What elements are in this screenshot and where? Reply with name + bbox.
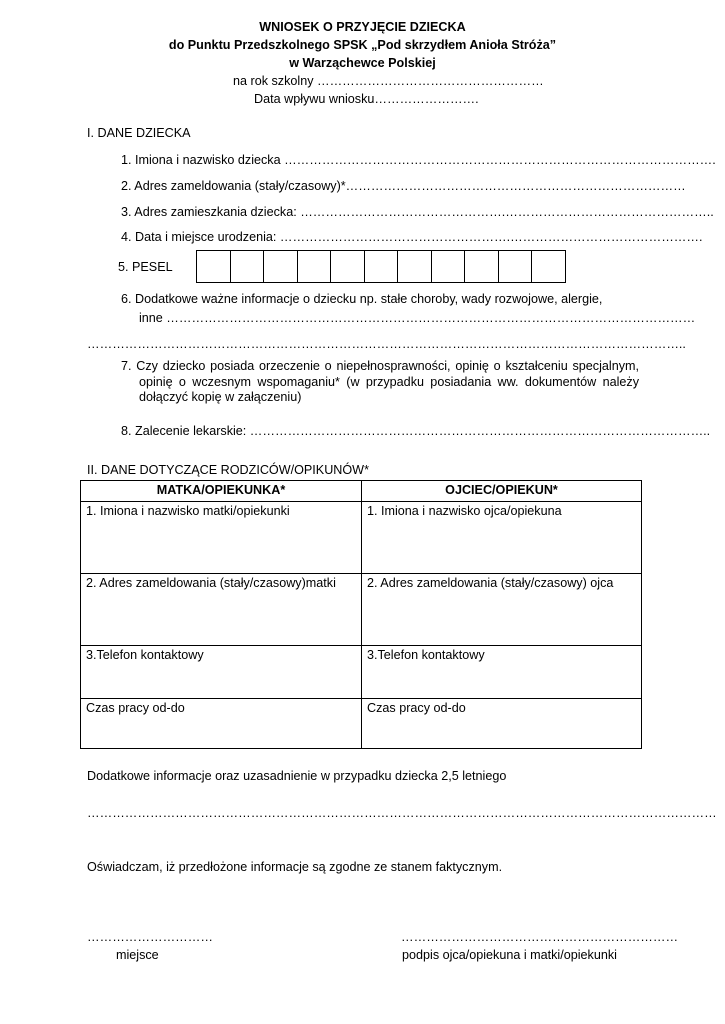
- pesel-digit-box[interactable]: [364, 250, 399, 283]
- section-parents-heading: II. DANE DOTYCZĄCE RODZICÓW/OPIKUNÓW*: [87, 463, 369, 477]
- mother-work-hours-cell[interactable]: Czas pracy od-do: [81, 698, 362, 748]
- pesel-label: 5. PESEL: [118, 260, 173, 274]
- form-subtitle-location: w Warząchewce Polskiej: [289, 56, 436, 70]
- child-residence-address-field[interactable]: 3. Adres zamieszkania dziecka: ………………………………………….…………………………………………..: [121, 205, 714, 219]
- mother-address-cell[interactable]: 2. Adres zameldowania (stały/czasowy)matki: [81, 573, 362, 645]
- pesel-input[interactable]: [196, 250, 566, 283]
- medical-recommendation-field[interactable]: 8. Zalecenie lekarskie: ………………………………………………………………………………………………..: [121, 424, 711, 438]
- child-name-field[interactable]: 1. Imiona i nazwisko dziecka ………………………………………………………………………………………….: [121, 153, 716, 167]
- declaration-statement: Oświadczam, iż przedłożone informacje są zgodne ze stanem faktycznym.: [87, 860, 503, 874]
- mother-name-cell[interactable]: 1. Imiona i nazwisko matki/opiekunki: [81, 501, 362, 573]
- father-address-cell[interactable]: 2. Adres zameldowania (stały/czasowy) ojca: [362, 573, 642, 645]
- child-birth-date-place-field[interactable]: 4. Data i miejsce urodzenia: ……………………………………………….……………………………………….: [121, 230, 703, 244]
- pesel-digit-box[interactable]: [531, 250, 566, 283]
- receipt-date-field[interactable]: Data wpływu wniosku…………………….: [254, 92, 479, 106]
- father-column-header: OJCIEC/OPIEKUN*: [362, 481, 642, 502]
- mother-phone-cell[interactable]: 3.Telefon kontaktowy: [81, 645, 362, 698]
- pesel-digit-box[interactable]: [330, 250, 365, 283]
- place-label: miejsce: [116, 948, 159, 962]
- additional-info-line[interactable]: ……………………………………………………………………………………………………………………………………: [87, 806, 717, 820]
- pesel-digit-box[interactable]: [397, 250, 432, 283]
- parents-table: [80, 480, 642, 749]
- parent-signature-line[interactable]: …………………………………………………………: [401, 930, 679, 944]
- child-additional-info-label: 6. Dodatkowe ważne informacje o dziecku np. stałe choroby, wady rozwojowe, alergie,: [121, 292, 603, 306]
- pesel-digit-box[interactable]: [196, 250, 231, 283]
- father-work-hours-cell[interactable]: Czas pracy od-do: [362, 698, 642, 748]
- pesel-digit-box[interactable]: [230, 250, 265, 283]
- pesel-digit-box[interactable]: [464, 250, 499, 283]
- form-title: WNIOSEK O PRZYJĘCIE DZIECKA: [259, 20, 466, 34]
- additional-info-label: Dodatkowe informacje oraz uzasadnienie w przypadku dziecka 2,5 letniego: [87, 769, 507, 783]
- disability-certificate-text: 7. Czy dziecko posiada orzeczenie o niepełnosprawności, opinię o kształceniu specjalnym, opinię o wczesnym wspomaganiu* (w przypadku posiadania ww. dokumentów należy dołączyć kopię w załączeniu): [121, 359, 639, 405]
- child-additional-info-line[interactable]: ……………………………………………………………………………………………………………………………..: [87, 337, 686, 351]
- place-signature-line[interactable]: …………………………: [87, 930, 213, 944]
- disability-certificate-question: [121, 359, 639, 406]
- pesel-digit-box[interactable]: [498, 250, 533, 283]
- parent-signature-label: podpis ojca/opiekuna i matki/opiekunki: [402, 948, 617, 962]
- child-additional-info-field[interactable]: inne ………………………………………………………………………………………………………………: [139, 311, 696, 325]
- father-phone-cell[interactable]: 3.Telefon kontaktowy: [362, 645, 642, 698]
- pesel-digit-box[interactable]: [263, 250, 298, 283]
- pesel-digit-box[interactable]: [297, 250, 332, 283]
- child-registered-address-field[interactable]: 2. Adres zameldowania (stały/czasowy)*………………………………………………………………………: [121, 179, 686, 193]
- form-subtitle-institution: do Punktu Przedszkolnego SPSK „Pod skrzydłem Anioła Stróża”: [168, 38, 557, 52]
- section-child-heading: I. DANE DZIECKA: [87, 126, 191, 140]
- father-name-cell[interactable]: 1. Imiona i nazwisko ojca/opiekuna: [362, 501, 642, 573]
- mother-column-header: MATKA/OPIEKUNKA*: [81, 481, 362, 502]
- school-year-field[interactable]: na rok szkolny ………………………………………………: [233, 74, 544, 88]
- pesel-digit-box[interactable]: [431, 250, 466, 283]
